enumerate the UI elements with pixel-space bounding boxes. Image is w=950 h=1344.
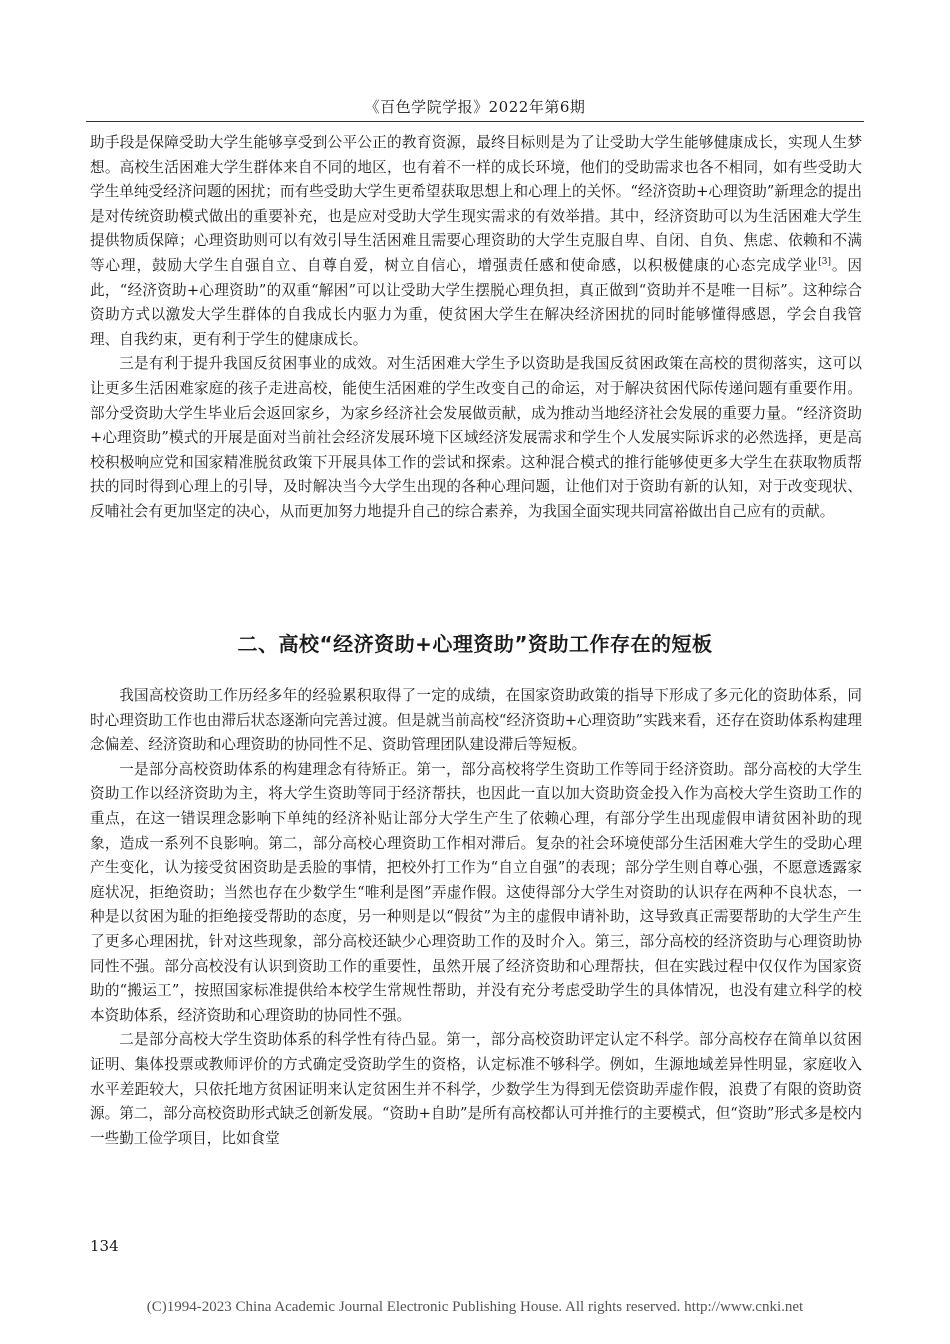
- journal-header: 《百色学院学报》2022年第6期: [364, 98, 586, 116]
- section-heading: 二、高校“经济资助+心理资助”资助工作存在的短板: [237, 632, 713, 656]
- paragraph: 我国高校资助工作历经多年的经验累积取得了一定的成绩，在国家资助政策的指导下形成了多元化的资助体系，同时心理资助工作也由滞后状态逐渐向完善过渡。但是就当前高校“经济资助+心理资助”实践来看，还存在资助体系构建理念偏差、经济资助和心理资助的协同性不足、资助管理团队建设滞后等短板。: [90, 687, 862, 754]
- body-text-bottom: [90, 684, 862, 1151]
- header-rule: [86, 121, 864, 122]
- paragraph: 助手段是保障受助大学生能够享受到公平公正的教育资源，最终目标则是为了让受助大学生能够健康成长，实现人生梦想。高校生活困难大学生群体来自不同的地区，也有着不一样的成长环境，他们的受助需求也各不相同，如有些受助大学生单纯受经济问题的困扰；而有些受助大学生更希望获取思想上和心理上的关怀。“经济资助+心理资助”新理念的提出是对传统资助模式做出的重要补充，也是应对受助大学生现实需求的有效举措。其中，经济资助可以为生活困难大学生提供物质保障；心理资助则可以有效引导生活困难且需要心理资助的大学生克服自卑、自闭、自负、焦虑、依赖和不满等心理，鼓励大学生自强自立、自尊自爱，树立自信心，增强责任感和使命感，以积极健康的心态完成学业[3]。因此，“经济资助+心理资助”的双重“解困”可以让受助大学生摆脱心理负担，真正做到“资助并不是唯一目标”。这种综合资助方式以激发大学生群体的自我成长内驱力为重，使贫困大学生在解决经济困扰的同时能够懂得感恩，学会自我管理、自我约束，更有利于学生的健康成长。: [90, 134, 862, 348]
- paragraph: 一是部分高校资助体系的构建理念有待矫正。第一，部分高校将学生资助工作等同于经济资助。部分高校的大学生资助工作以经济资助为主，将大学生资助等同于经济帮扶，也因此一直以加大资助资金投入作为高校大学生资助工作的重点，在这一错误理念影响下单纯的经济补贴让部分大学生产生了依赖心理，有部分学生出现虚假申请贫困补助的现象，造成一系列不良影响。第二，部分高校心理资助工作相对滞后。复杂的社会环境使部分生活困难大学生的受助心理产生变化，认为接受贫困资助是丢脸的事情，把校外打工作为“自立自强”的表现；部分学生则自尊心强，不愿意透露家庭状况，拒绝资助；当然也存在少数学生“唯利是图”弄虚作假。这使得部分大学生对资助的认识存在两种不良状态，一种是以贫困为耻的拒绝接受帮助的态度，另一种则是以“假贫”为主的虚假申请补助，这导致真正需要帮助的大学生产生了更多心理困扰，针对这些现象，部分高校还缺少心理资助工作的及时介入。第三，部分高校的经济资助与心理资助协同性不强。部分高校没有认识到资助工作的重要性，虽然开展了经济资助和心理帮扶，但在实践过程中仅仅作为国家资助的“搬运工”，按照国家标准提供给本校学生常规性帮助，并没有充分考虑受助学生的具体情况，也没有建立科学的校本资助体系，经济资助和心理资助的协同性不强。: [90, 760, 862, 1024]
- page-number: 134: [90, 1237, 119, 1255]
- paragraph: 三是有利于提升我国反贫困事业的成效。对生活困难大学生予以资助是我国反贫困政策在高校的贯彻落实，这可以让更多生活困难家庭的孩子走进高校，能使生活困难的学生改变自己的命运，对于解决贫困代际传递问题有重要作用。部分受资助大学生毕业后会返回家乡，为家乡经济社会发展做贡献，成为推动当地经济社会发展的重要力量。“经济资助+心理资助”模式的开展是面对当前社会经济发展环境下区域经济发展需求和学生个人发展实际诉求的必然选择，更是高校积极响应党和国家精准脱贫政策下开展具体工作的尝试和探索。这种混合模式的推行能够使更多大学生在获取物质帮扶的同时得到心理上的引导，及时解决当今大学生出现的各种心理问题，让他们对于资助有新的认知，对于改变现状、反哺社会有更加坚定的决心，从而更加努力地提升自己的综合素养，为我国全面实现共同富裕做出自己应有的贡献。: [90, 355, 862, 520]
- body-text-top: [90, 131, 862, 525]
- paragraph: 二是部分高校大学生资助体系的科学性有待凸显。第一，部分高校资助评定认定不科学。部分高校存在简单以贫困证明、集体投票或教师评价的方式确定受资助学生的资格，认定标准不够科学。例如，生源地域差异性明显，家庭收入水平差距较大，只依托地方贫困证明来认定贫困生并不科学，少数学生为得到无偿资助弄虚作假，浪费了有限的资助资源。第二，部分高校资助形式缺乏创新发展。“资助+自助”是所有高校都认可并推行的主要模式，但“资助”形式多是校内一些勤工俭学项目，比如食堂: [90, 1031, 862, 1147]
- copyright-footer: (C)1994-2023 China Academic Journal Electronic Publishing House. All rights reserved. http://www.cnki.net: [146, 1299, 804, 1315]
- citation: [3]: [818, 257, 831, 268]
